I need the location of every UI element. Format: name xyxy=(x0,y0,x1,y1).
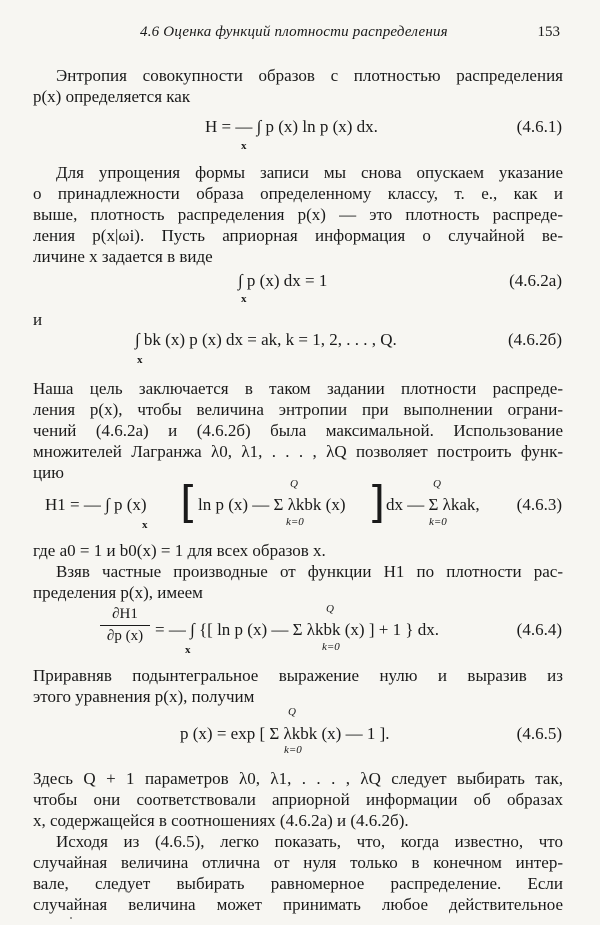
text-line: ления p(x), чтобы величина энтропии при выполнении ограни- xyxy=(33,400,563,419)
equation-number: (4.6.2б) xyxy=(508,330,562,349)
text-line: p(x) определяется как xyxy=(33,87,191,106)
integral-subscript: x xyxy=(241,293,247,305)
conjunction-and: и xyxy=(33,310,43,329)
text-line: этого уравнения p(x), получим xyxy=(33,687,255,706)
section-title: 4.6 Оценка функций плотности распределения xyxy=(140,24,448,40)
text-line: Энтропия совокупности образов с плотностью распределения xyxy=(56,66,563,85)
text-line: Здесь Q + 1 параметров λ0, λ1, . . . , λQ следует выбирать так, xyxy=(33,769,563,788)
fraction-bar xyxy=(100,625,150,626)
left-bracket: [ xyxy=(180,477,198,528)
equation-bracket-content: ln p (x) — Σ λkbk (x) xyxy=(198,495,346,514)
equation-body: = — ∫ {[ ln p (x) — Σ λkbk (x) ] + 1 } dx. xyxy=(155,620,439,639)
sum-upper-limit: Q xyxy=(433,478,441,490)
text-line: Взяв частные производные от функции H1 по плотности рас- xyxy=(56,562,563,581)
integral-subscript: x xyxy=(137,354,143,366)
text-line: Исходя из (4.6.5), легко показать, что, когда известно, что xyxy=(56,832,563,851)
text-line: пределения p(x), имеем xyxy=(33,583,203,602)
text-line: Приравняв подынтегральное выражение нулю и выразив из xyxy=(33,666,563,685)
text-line: о принадлежности образа определенному классу, т. е., как и xyxy=(33,184,563,203)
sum-lower-limit: k=0 xyxy=(322,641,340,653)
equation-formula: ∫ bk (x) p (x) dx = ak, k = 1, 2, . . . , Q. xyxy=(135,330,397,349)
integral-subscript: x xyxy=(241,140,247,152)
text-line: чтобы они соответствовали априорной информации об образах xyxy=(33,790,563,809)
text-line: вале, следует выбирать равномерное распределение. Если xyxy=(33,874,563,893)
text-line: Наша цель заключается в таком задании плотности распреде- xyxy=(33,379,563,398)
sum-lower-limit: k=0 xyxy=(284,744,302,756)
equation-number: (4.6.5) xyxy=(516,724,562,743)
equation-number: (4.6.1) xyxy=(516,117,562,136)
text-line: Для упрощения формы записи мы снова опускаем указание xyxy=(56,163,563,182)
sum-upper-limit: Q xyxy=(326,603,334,615)
text-line: чений (4.6.2а) и (4.6.2б) была максимальной. Использование xyxy=(33,421,563,440)
fraction-numerator: ∂H1 xyxy=(112,606,138,622)
text-line: множителей Лагранжа λ0, λ1, . . . , λQ позволяет построить функ- xyxy=(33,442,563,461)
sum-upper-limit: Q xyxy=(288,706,296,718)
text-line: выше, плотность распределения p(x) — это плотность распреде- xyxy=(33,205,563,224)
equation-rhs: dx — Σ λkak, xyxy=(386,495,480,514)
equation-lhs: H1 = — ∫ p (x) xyxy=(45,495,147,514)
equation-formula: H = — ∫ p (x) ln p (x) dx. xyxy=(205,117,378,136)
equation-number: (4.6.3) xyxy=(516,495,562,514)
fraction-denominator: ∂p (x) xyxy=(106,628,144,644)
text-line: личине x задается в виде xyxy=(33,247,213,266)
running-header xyxy=(140,24,560,46)
text-line: случайная величина отлична от нуля только в конечном интер- xyxy=(33,853,563,872)
integral-subscript: x xyxy=(185,644,191,656)
integral-subscript: x xyxy=(142,519,148,531)
partial-derivative-fraction xyxy=(100,606,150,645)
page-number: 153 xyxy=(537,24,560,40)
equation-formula: ∫ p (x) dx = 1 xyxy=(238,271,328,290)
sum-lower-limit: k=0 xyxy=(286,516,304,528)
sum-lower-limit: k=0 xyxy=(429,516,447,528)
text-line: цию xyxy=(33,463,64,482)
sum-upper-limit: Q xyxy=(290,478,298,490)
text-line: x, содержащейся в соотношениях (4.6.2а) и (4.6.2б). xyxy=(33,811,409,830)
text-line: где a0 = 1 и b0(x) = 1 для всех образов x. xyxy=(33,541,326,560)
text-line: ления p(x|ωi). Пусть априорная информация о случайной ве- xyxy=(33,226,563,245)
equation-number: (4.6.2а) xyxy=(509,271,562,290)
equation-number: (4.6.4) xyxy=(516,620,562,639)
right-bracket: ] xyxy=(368,477,386,528)
print-speck xyxy=(70,917,72,919)
text-line: случайная величина может принимать любое действительное xyxy=(33,895,563,914)
equation-formula: p (x) = exp [ Σ λkbk (x) — 1 ]. xyxy=(180,724,390,743)
